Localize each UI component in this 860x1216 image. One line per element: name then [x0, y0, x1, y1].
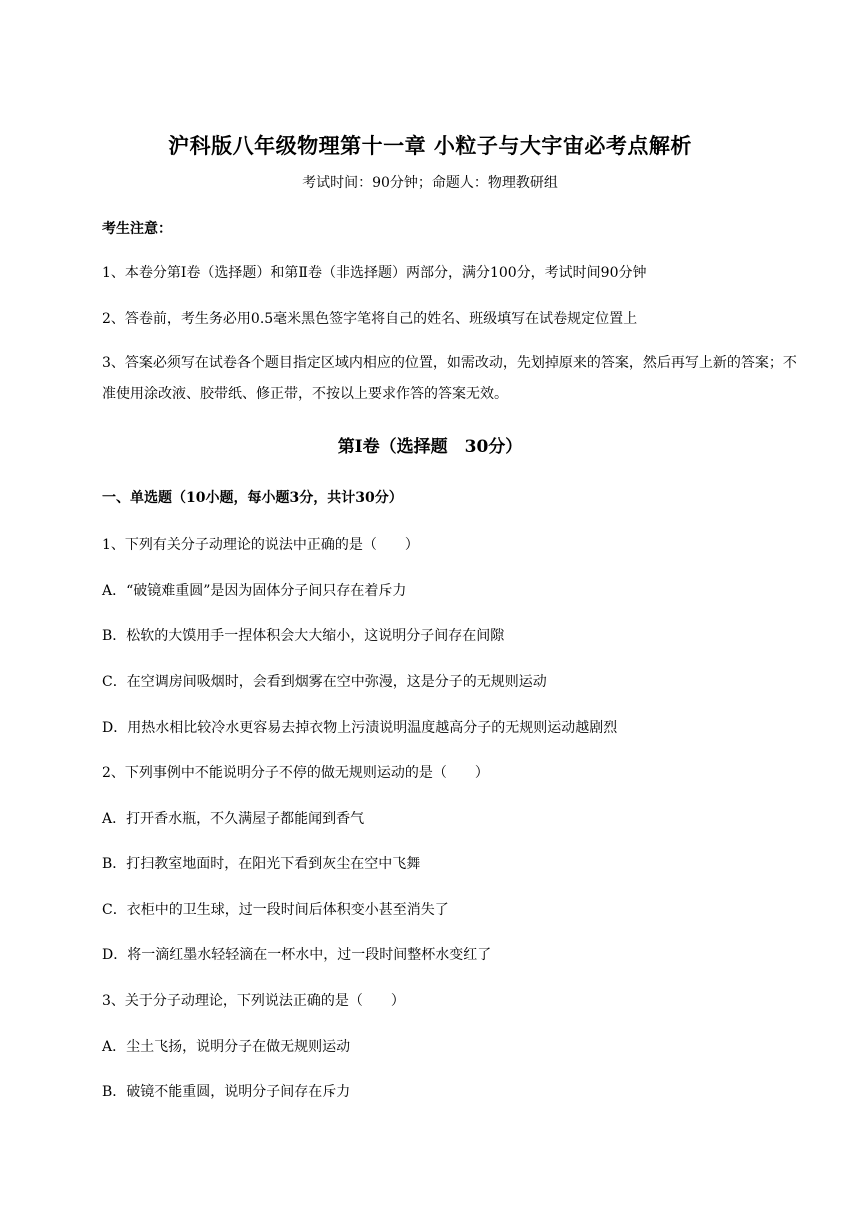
section-title: 第Ⅰ卷（选择题 30分）	[337, 437, 523, 457]
notice-heading: 考生注意：	[102, 221, 172, 237]
notice-item-2: 2、答卷前，考生务必用0.5毫米黑色签字笔将自己的姓名、班级填写在试卷规定位置上	[102, 311, 638, 327]
question-3-option-b: B．破镜不能重圆，说明分子间存在斥力	[102, 1084, 351, 1100]
question-1-option-a: A．“破镜难重圆”是因为固体分子间只存在着斥力	[102, 583, 407, 599]
question-1-option-d: D．用热水相比较冷水更容易去掉衣物上污渍说明温度越高分子的无规则运动越剧烈	[102, 720, 618, 736]
part-title: 一、单选题（10小题，每小题3分，共计30分）	[102, 490, 403, 506]
question-2-stem: 2、下列事例中不能说明分子不停的做无规则运动的是（ ）	[102, 765, 489, 781]
question-2-option-a: A．打开香水瓶，不久满屋子都能闻到香气	[102, 811, 365, 827]
notice-item-1: 1、本卷分第Ⅰ卷（选择题）和第Ⅱ卷（非选择题）两部分，满分100分，考试时间90分钟	[102, 265, 647, 281]
question-1-option-b: B．松软的大馍用手一捏体积会大大缩小，这说明分子间存在间隙	[102, 628, 505, 644]
question-2-option-d: D．将一滴红墨水轻轻滴在一杯水中，过一段时间整杯水变红了	[102, 947, 492, 963]
question-1-option-c: C．在空调房间吸烟时，会看到烟雾在空中弥漫，这是分子的无规则运动	[102, 674, 547, 690]
question-3-option-a: A．尘土飞扬，说明分子在做无规则运动	[102, 1039, 351, 1055]
document-subtitle: 考试时间：90分钟；命题人：物理教研组	[302, 175, 558, 191]
question-2-option-b: B．打扫教室地面时，在阳光下看到灰尘在空中飞舞	[102, 856, 421, 872]
question-2-option-c: C．衣柜中的卫生球，过一段时间后体积变小甚至消失了	[102, 902, 449, 918]
notice-item-3: 3、答案必须写在试卷各个题目指定区域内相应的位置，如需改动，先划掉原来的答案，然后再写上新的答案；不准使用涂改液、胶带纸、修正带，不按以上要求作答的答案无效。	[102, 355, 797, 402]
document-title: 沪科版八年级物理第十一章 小粒子与大宇宙必考点解析	[168, 133, 692, 158]
question-1-stem: 1、下列有关分子动理论的说法中正确的是（ ）	[102, 537, 419, 553]
question-3-stem: 3、关于分子动理论，下列说法正确的是（ ）	[102, 993, 405, 1009]
